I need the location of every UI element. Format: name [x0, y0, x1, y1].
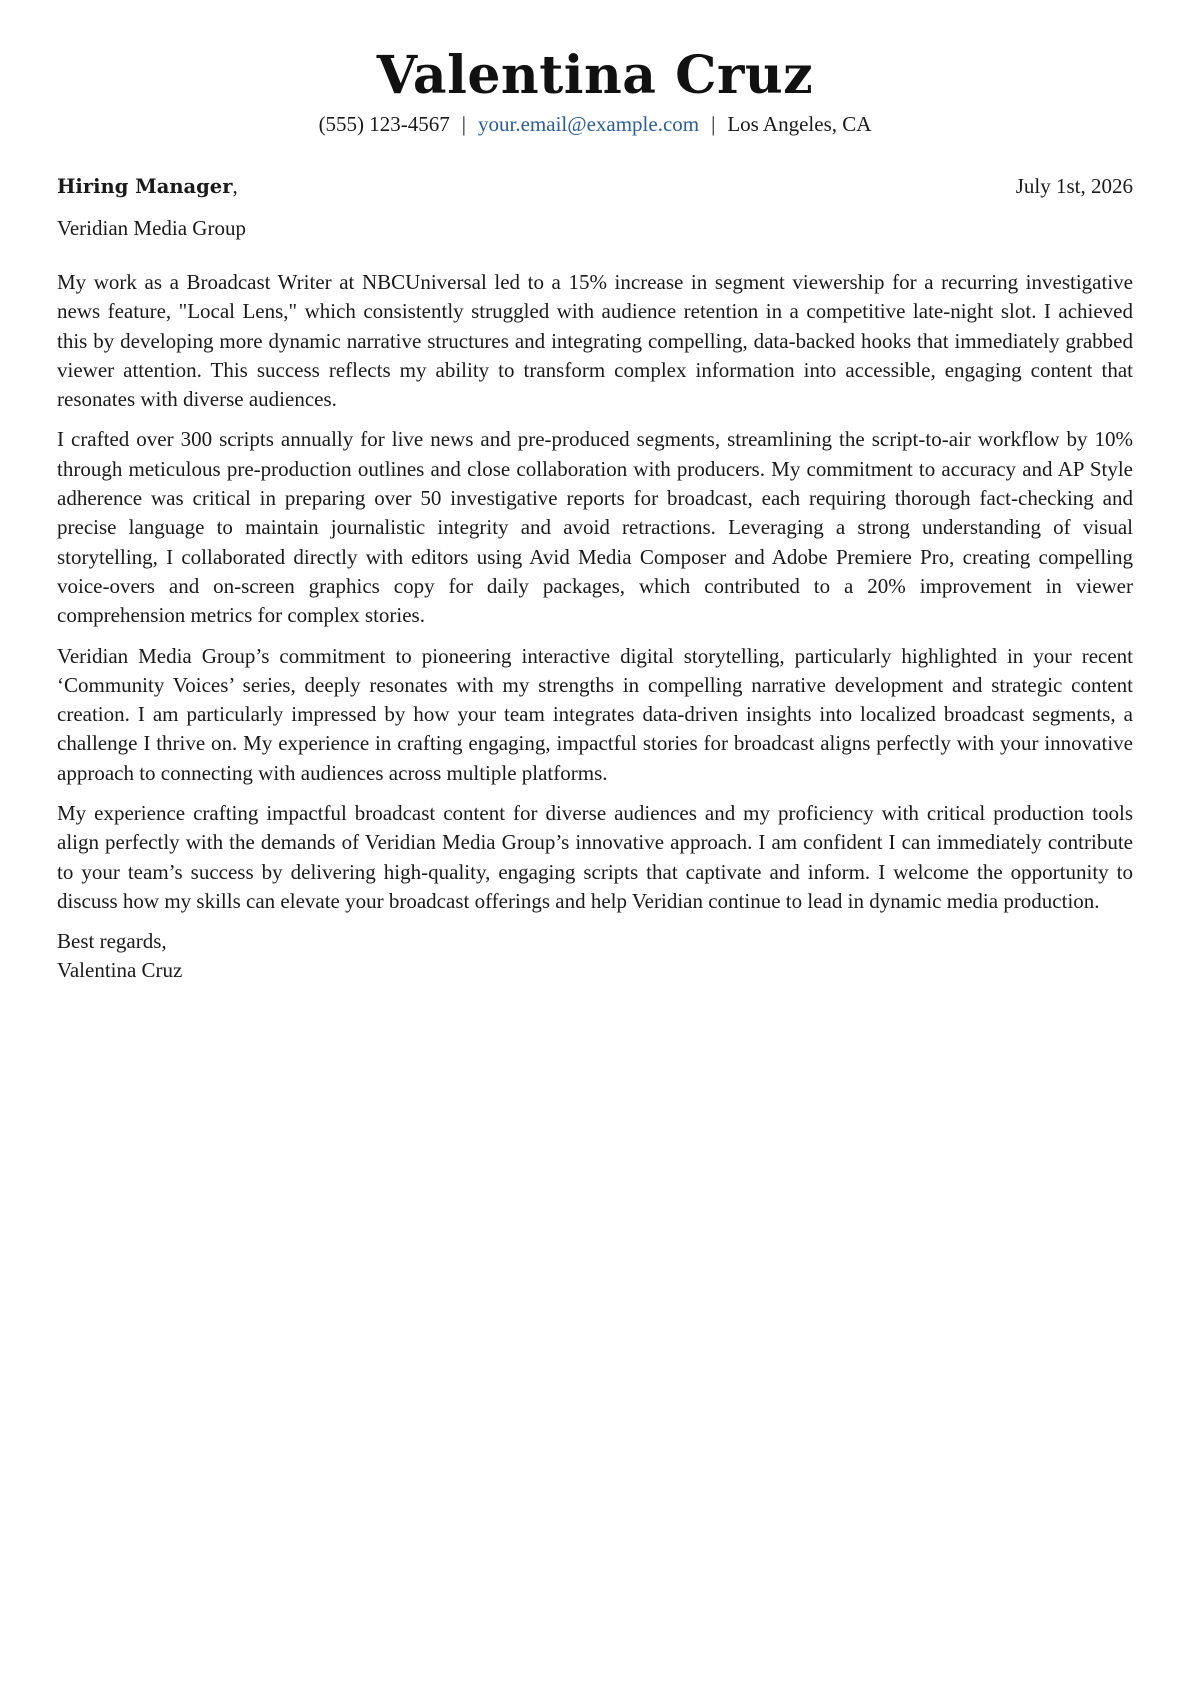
- contact-separator: |: [461, 112, 467, 136]
- closing-salutation: Best regards,: [57, 929, 167, 954]
- email-link[interactable]: your.email@example.com: [478, 112, 700, 136]
- body-paragraph: My work as a Broadcast Writer at NBCUniversal led to a 15% increase in segment viewership for a recurring investigative news feature, "Local Lens," which consistently struggled with audience retention in a competitive late-night slot. I achieved this by developing more dynamic narrative structures and integrating compelling, data-backed hooks that immediately grabbed viewer attention. This success reflects my ability to transform complex information into accessible, engaging content that resonates with diverse audiences.: [57, 270, 1133, 412]
- letter-closing: [57, 927, 1133, 985]
- recipient-title-suffix: ,: [232, 174, 238, 198]
- location: Los Angeles, CA: [727, 112, 872, 136]
- letter-date: July 1st, 2026: [1015, 174, 1133, 198]
- contact-line: [57, 110, 1133, 138]
- body-paragraph: Veridian Media Group’s commitment to pioneering interactive digital storytelling, particularly highlighted in your recent ‘Community Voices’ series, deeply resonates with my strengths in compelling narrative development and strategic content creation. I am particularly impressed by how your team integrates data-driven insights into localized broadcast segments, a challenge I thrive on. My experience in crafting engaging, impactful stories for broadcast aligns perfectly with your innovative approach to connecting with audiences across multiple platforms.: [57, 643, 1133, 785]
- recipient-company: Veridian Media Group: [57, 216, 246, 240]
- contact-separator: |: [711, 112, 716, 136]
- recipient-greeting: [57, 172, 238, 201]
- body-paragraph: My experience crafting impactful broadcast content for diverse audiences and my proficiency with critical production tools align perfectly with the demands of Veridian Media Group’s innovative approach. I am confident I can immediately contribute to your team’s success by delivering high-quality, engaging scripts that captivate and inform. I welcome the opportunity to discuss how my skills can elevate your broadcast offerings and help Veridian continue to lead in dynamic media production.: [57, 801, 1133, 913]
- recipient-title: Hiring Manager: [57, 175, 233, 198]
- phone-number: (555) 123-4567: [318, 112, 450, 136]
- closing-signature: Valentina Cruz: [57, 958, 183, 983]
- applicant-name: Valentina Cruz: [376, 45, 814, 106]
- body-paragraph: I crafted over 300 scripts annually for live news and pre-produced segments, streamlining the script-to-air workflow by 10% through meticulous pre-production outlines and close collaboration with producers. My commitment to accuracy and AP Style adherence was critical in preparing over 50 investigative reports for broadcast, each requiring thorough fact-checking and precise language to maintain journalistic integrity and avoid retractions. Leveraging a strong understanding of visual storytelling, I collaborated directly with editors using Avid Media Composer and Adobe Premiere Pro, creating compelling voice-overs and on-screen graphics copy for daily packages, which contributed to a 20% improvement in viewer comprehension metrics for complex stories.: [57, 427, 1133, 628]
- letter-body: [57, 268, 1133, 916]
- cover-letter-page: [57, 0, 1133, 985]
- recipient-row: [57, 172, 1133, 201]
